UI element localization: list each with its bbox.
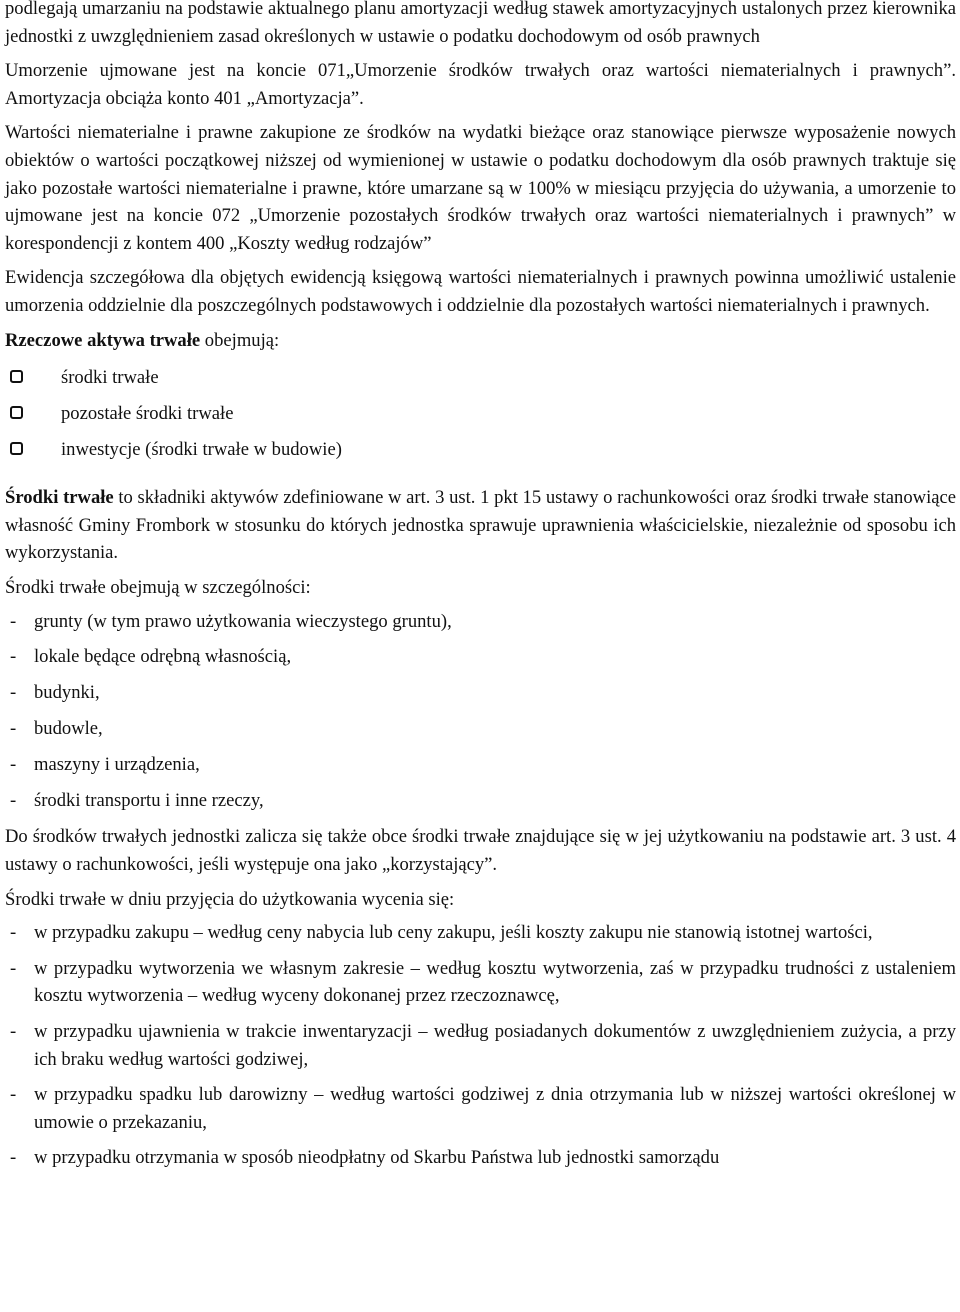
dash-bullet-icon: - [10,922,17,944]
list-item-label: grunty (w tym prawo użytkowania wieczystego gruntu), [34,610,452,632]
list-item-label: w przypadku ujawnienia w trakcie inwentaryzacji – według posiadanych dokumentów z uwzględnieniem zużycia, a przy ich braku według wartości godziwej, [34,1020,956,1070]
fixed-assets-definition-text: to składniki aktywów zdefiniowane w art. 3 ust. 1 pkt 15 ustawy o rachunkowości oraz środki trwałe stanowiące własność Gminy Frombork w stosunku do których jednostka sprawuje uprawnienia właścicielskie, niezależnie od sposobu ich wykorzystania. [5,487,956,564]
paragraph-low-value-intangibles: Wartości niematerialne i prawne zakupione ze środków na wydatki bieżące oraz stanowiące pierwsze wyposażenie nowych obiektów o wartości początkowej niższej od wymienionej w ustawie o podatku dochodowym dla osób prawnych traktuje się jako pozostałe wartości niematerialne i prawne, które umarzane są w 100% w miesiącu przyjęcia do używania, a umorzenie to ujmowane jest na koncie 072 „Umorzenie pozostałych środków trwałych oraz wartości niematerialnych i prawnych” w korespondencji z kontem 400 „Koszty według rodzajów” [5,122,956,254]
list-item [5,643,956,671]
dash-bullet-icon: - [10,682,17,704]
dash-bullet-icon: - [10,1147,17,1169]
list-item-label: środki trwałe [61,367,159,389]
list-item-label: w przypadku zakupu – według ceny nabycia lub ceny zakupu, jeśli koszty zakupu nie stanowią istotnej wartości, [34,922,873,944]
heading-tangible-assets-rest: obejmują: [200,329,280,351]
list-item-label: w przypadku otrzymania w sposób nieodpłatny od Skarbu Państwa lub jednostki samorządu [34,1147,720,1169]
dash-bullet-icon: - [10,754,17,776]
dash-bullet-icon: - [10,957,17,979]
list-item-label: budynki, [34,682,100,704]
list-item [5,919,956,947]
list-item [5,360,956,396]
list-item-label: budowle, [34,718,103,740]
list-item-label: w przypadku spadku lub darowizny – według wartości godziwej z dnia otrzymania lub w niższej wartości określonej w umowie o przekazaniu, [34,1084,956,1133]
checkbox-bullet-icon [10,370,23,383]
list-item-label: pozostałe środki trwałe [61,403,234,425]
dash-bullet-icon: - [10,718,17,740]
list-item [5,432,956,468]
dash-bullet-icon: - [10,646,17,668]
paragraph-fixed-assets-definition [5,484,956,567]
heading-tangible-assets-bold: Rzeczowe aktywa trwałe [5,329,201,351]
list-item-label: lokale będące odrębną własnością, [34,646,292,668]
paragraph-amortization-rates: podlegają umarzaniu na podstawie aktualnego planu amortyzacji według stawek amortyzacyjnych ustalonych przez kierownika jednostki z uwzględnieniem zasad określonych w ustawie o podatku dochodowym od osób prawnych [5,0,956,47]
dash-bullet-icon: - [10,1020,17,1042]
paragraph-valuation-intro: Środki trwałe w dniu przyjęcia do użytkowania wycenia się: [5,888,455,910]
checkbox-bullet-icon [10,406,23,419]
list-item [5,1081,956,1136]
paragraph-foreign-assets: Do środków trwałych jednostki zalicza się także obce środki trwałe znajdujące się w jej użytkowaniu na podstawie art. 3 ust. 4 ustawy o rachunkowości, jeśli występuje ona jako „korzystający”. [5,826,956,875]
dash-bullet-icon: - [10,1084,17,1106]
checkbox-bullet-icon [10,442,23,455]
fixed-assets-bold: Środki trwałe [5,487,114,509]
list-item [5,1144,956,1172]
list-item-label: środki transportu i inne rzeczy, [34,790,264,812]
fixed-assets-include-list [5,608,956,816]
list-item-label: maszyny i urządzenia, [34,754,200,776]
list-item-label: w przypadku wytworzenia we własnym zakresie – według kosztu wytworzenia, zaś w przypadku trudności z ustaleniem kosztu wytworzenia – według wyceny dokonanej przez rzeczoznawcę, [34,957,956,1007]
valuation-list [5,919,956,1172]
list-item [5,751,956,779]
list-item [5,955,956,1010]
tangible-assets-list [5,360,956,468]
paragraph-detailed-records: Ewidencja szczegółowa dla objętych ewidencją księgową wartości niematerialnych i prawnych powinna umożliwić ustalenie umorzenia oddzielnie dla poszczególnych podstawowych i oddzielnie dla pozostałych wartości niematerialnych i prawnych. [5,267,956,316]
list-item [5,396,956,432]
list-item [5,787,956,815]
heading-tangible-assets [5,327,956,355]
paragraph-fixed-assets-include: Środki trwałe obejmują w szczególności: [5,576,311,598]
dash-bullet-icon: - [10,790,17,812]
dash-bullet-icon: - [10,610,17,632]
list-item-label: inwestycje (środki trwałe w budowie) [61,439,342,461]
list-item [5,715,956,743]
list-item [5,1018,956,1073]
paragraph-account-071: Umorzenie ujmowane jest na koncie 071„Umorzenie środków trwałych oraz wartości niematerialnych i prawnych”. Amortyzacja obciąża konto 401 „Amortyzacja”. [5,60,956,109]
list-item [5,679,956,707]
list-item [5,608,956,636]
